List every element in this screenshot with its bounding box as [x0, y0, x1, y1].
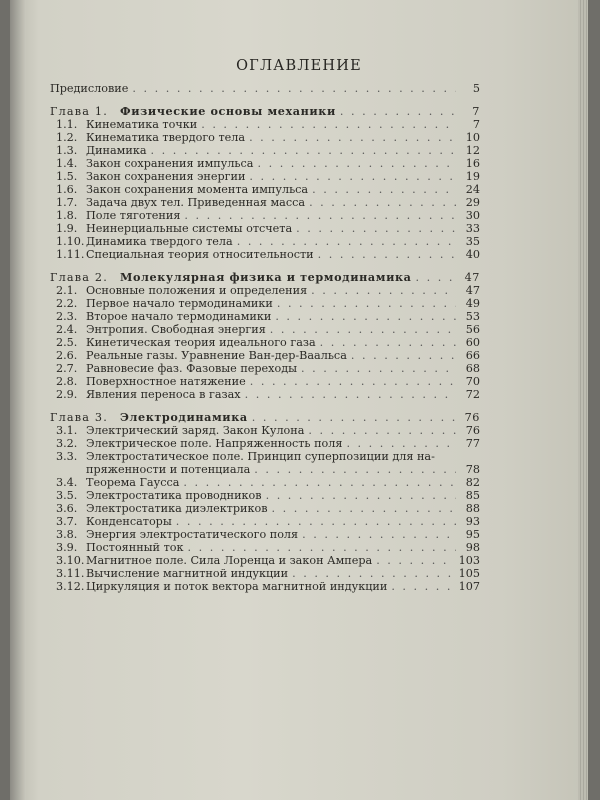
section-number: 1.8.: [56, 209, 78, 222]
toc-page-number: 98: [465, 541, 480, 554]
toc-chapter: [50, 104, 480, 118]
toc-section: [50, 450, 480, 463]
section-title: Задача двух тел. Приведенная масса: [86, 196, 306, 209]
toc-page-number: 76: [464, 411, 480, 424]
toc-page-number: 7: [472, 105, 480, 118]
section-title: Основные положения и определения: [86, 284, 308, 297]
leader-dots: [257, 157, 456, 170]
section-title: Постоянный ток: [86, 541, 184, 554]
toc-page-number: 33: [465, 222, 480, 235]
section-title: Энтропия. Свободная энергия: [86, 323, 266, 336]
toc-section: [50, 336, 480, 349]
toc-section: [50, 349, 480, 362]
section-number: 3.7.: [56, 515, 78, 528]
toc-section: [50, 541, 480, 554]
leader-dots: [277, 297, 456, 310]
toc-section: [50, 528, 480, 541]
toc-page-number: 70: [465, 375, 480, 388]
section-number: 3.3.: [56, 450, 78, 463]
toc-page-number: 19: [465, 170, 480, 183]
toc-chapter: [50, 270, 480, 284]
section-number: 1.5.: [56, 170, 78, 183]
section-number: 2.3.: [56, 310, 78, 323]
toc-section: [50, 196, 480, 209]
leader-dots: [351, 349, 456, 362]
toc-section: [50, 502, 480, 515]
section-number: 1.7.: [56, 196, 78, 209]
toc-page-number: 93: [465, 515, 480, 528]
leader-dots: [201, 118, 456, 131]
leader-dots: [309, 196, 456, 209]
section-number: 1.10.: [56, 235, 85, 248]
leader-dots: [270, 323, 456, 336]
leader-dots: [302, 528, 456, 541]
toc-section: [50, 297, 480, 310]
toc-page-number: 49: [465, 297, 480, 310]
section-title: Поверхностное натяжение: [86, 375, 246, 388]
section-number: 2.5.: [56, 336, 78, 349]
section-number: 2.7.: [56, 362, 78, 375]
section-title: Циркуляция и поток вектора магнитной индукции: [86, 580, 388, 593]
book-page: [10, 0, 588, 800]
toc-section: [50, 362, 480, 375]
leader-dots: [188, 541, 457, 554]
toc-page-number: 77: [465, 437, 480, 450]
leader-dots: [249, 170, 456, 183]
table-of-contents: [50, 82, 480, 593]
leader-dots: [296, 222, 456, 235]
toc-section: [50, 131, 480, 144]
section-title: Вычисление магнитной индукции: [86, 567, 289, 580]
section-title-continuation: пряженности и потенциала: [86, 463, 251, 476]
section-title: Электростатика диэлектриков: [86, 502, 268, 515]
chapter-label: Глава 2.: [50, 271, 108, 284]
leader-dots: [272, 502, 456, 515]
leader-dots: [292, 567, 455, 580]
section-title: Энергия электростатического поля: [86, 528, 299, 541]
leader-dots: [132, 82, 456, 95]
toc-page-number: 107: [458, 580, 480, 593]
leader-dots: [376, 554, 454, 567]
leader-dots: [308, 424, 456, 437]
leader-dots: [237, 235, 456, 248]
leader-dots: [183, 476, 456, 489]
toc-preface: [50, 82, 480, 95]
leader-dots: [311, 284, 456, 297]
toc-page-number: 105: [458, 567, 480, 580]
leader-dots: [340, 105, 456, 118]
chapter-label: Глава 3.: [50, 411, 108, 424]
section-title: Кинематика точки: [86, 118, 198, 131]
toc-page-number: 88: [465, 502, 480, 515]
section-number: 2.8.: [56, 375, 78, 388]
section-number: 2.6.: [56, 349, 78, 362]
section-number: 3.5.: [56, 489, 78, 502]
section-number: 1.6.: [56, 183, 78, 196]
toc-section: [50, 209, 480, 222]
section-title: Закон сохранения момента импульса: [86, 183, 309, 196]
toc-page-number: 16: [465, 157, 480, 170]
chapter-title: Молекулярная физика и термодинамика: [120, 270, 412, 284]
toc-page-number: 47: [465, 284, 480, 297]
section-title: Электростатическое поле. Принцип суперпозиции для на-: [86, 450, 435, 463]
book-spine: [10, 0, 26, 800]
toc-page-number: 103: [458, 554, 480, 567]
toc-page-number: 95: [465, 528, 480, 541]
section-title: Второе начало термодинамики: [86, 310, 272, 323]
section-title: Кинематика твердого тела: [86, 131, 246, 144]
toc-page-number: 82: [465, 476, 480, 489]
leader-dots: [301, 362, 456, 375]
leader-dots: [245, 388, 456, 401]
section-number: 1.2.: [56, 131, 78, 144]
section-title: Первое начало термодинамики: [86, 297, 273, 310]
chapter-label: Глава 1.: [50, 105, 108, 118]
toc-section: [50, 476, 480, 489]
toc-section: [50, 388, 480, 401]
section-number: 1.11.: [56, 248, 85, 261]
toc-page-number: 7: [472, 118, 480, 131]
toc-page-number: 10: [465, 131, 480, 144]
toc-page-number: 24: [465, 183, 480, 196]
section-number: 1.1.: [56, 118, 78, 131]
toc-page-number: 66: [465, 349, 480, 362]
toc-page-number: 68: [465, 362, 480, 375]
section-title: Закон сохранения импульса: [86, 157, 254, 170]
toc-section: [50, 144, 480, 157]
section-title: Явления переноса в газах: [86, 388, 241, 401]
toc-section: [50, 284, 480, 297]
section-title: Электрическое поле. Напряженность поля: [86, 437, 343, 450]
toc-page-number: 47: [464, 271, 480, 284]
toc-page-number: 29: [465, 196, 480, 209]
leader-dots: [151, 144, 457, 157]
section-number: 3.2.: [56, 437, 78, 450]
section-number: 2.1.: [56, 284, 78, 297]
section-number: 3.4.: [56, 476, 78, 489]
toc-section: [50, 424, 480, 437]
leader-dots: [254, 463, 456, 476]
section-number: 1.4.: [56, 157, 78, 170]
toc-section: [50, 323, 480, 336]
toc-page-number: 30: [465, 209, 480, 222]
leader-dots: [275, 310, 456, 323]
section-title: Специальная теория относительности: [86, 248, 314, 261]
leader-dots: [184, 209, 456, 222]
toc-section: [50, 567, 480, 580]
section-title: Неинерциальные системы отсчета: [86, 222, 293, 235]
toc-page-number: 72: [465, 388, 480, 401]
section-number: 3.9.: [56, 541, 78, 554]
toc-section: [50, 170, 480, 183]
leader-dots: [266, 489, 456, 502]
toc-section: [50, 515, 480, 528]
leader-dots: [416, 271, 457, 284]
toc-section: [50, 183, 480, 196]
toc-page-number: 12: [465, 144, 480, 157]
section-number: 3.12.: [56, 580, 85, 593]
leader-dots: [391, 580, 454, 593]
page-title: ОГЛАВЛЕНИЕ: [236, 58, 362, 74]
section-number: 1.9.: [56, 222, 78, 235]
toc-page-number: 53: [465, 310, 480, 323]
toc-section: [50, 437, 480, 450]
section-title: Конденсаторы: [86, 515, 172, 528]
section-number: 3.10.: [56, 554, 85, 567]
toc-chapter: [50, 410, 480, 424]
section-title: Теорема Гаусса: [86, 476, 180, 489]
leader-dots: [346, 437, 456, 450]
section-number: 2.2.: [56, 297, 78, 310]
toc-page-number: 60: [465, 336, 480, 349]
leader-dots: [312, 183, 456, 196]
toc-section: [50, 157, 480, 170]
leader-dots: [252, 411, 456, 424]
toc-section-continuation: [50, 463, 480, 476]
leader-dots: [250, 375, 456, 388]
toc-page-number: 56: [465, 323, 480, 336]
leader-dots: [176, 515, 456, 528]
chapter-title: Физические основы механики: [120, 104, 336, 118]
page-edges: [578, 0, 588, 800]
section-number: 3.11.: [56, 567, 85, 580]
toc-page-number: 76: [465, 424, 480, 437]
leader-dots: [320, 336, 456, 349]
section-title: Закон сохранения энергии: [86, 170, 246, 183]
toc-section: [50, 248, 480, 261]
toc-section: [50, 489, 480, 502]
toc-section: [50, 375, 480, 388]
section-title: Магнитное поле. Сила Лоренца и закон Ампера: [86, 554, 373, 567]
section-title: Динамика твердого тела: [86, 235, 233, 248]
leader-dots: [249, 131, 456, 144]
toc-section: [50, 554, 480, 567]
toc-page-number: 78: [465, 463, 480, 476]
section-title: Электростатика проводников: [86, 489, 262, 502]
section-title: Поле тяготения: [86, 209, 181, 222]
toc-page-number: 40: [465, 248, 480, 261]
toc-entry-title: Предисловие: [50, 82, 129, 95]
toc-page-number: 35: [465, 235, 480, 248]
leader-dots: [318, 248, 456, 261]
section-number: 3.8.: [56, 528, 78, 541]
toc-section: [50, 222, 480, 235]
section-number: 2.9.: [56, 388, 78, 401]
toc-section: [50, 118, 480, 131]
section-number: 1.3.: [56, 144, 78, 157]
section-title: Равновесие фаз. Фазовые переходы: [86, 362, 298, 375]
toc-section: [50, 235, 480, 248]
section-title: Электрический заряд. Закон Кулона: [86, 424, 305, 437]
toc-page-number: 85: [465, 489, 480, 502]
section-title: Динамика: [86, 144, 147, 157]
toc-page-number: 5: [472, 82, 480, 95]
section-title: Реальные газы. Уравнение Ван-дер-Ваальса: [86, 349, 347, 362]
section-number: 3.6.: [56, 502, 78, 515]
section-title: Кинетическая теория идеального газа: [86, 336, 316, 349]
section-number: 3.1.: [56, 424, 78, 437]
chapter-title: Электродинамика: [120, 410, 248, 424]
toc-section: [50, 580, 480, 593]
toc-section: [50, 310, 480, 323]
section-number: 2.4.: [56, 323, 78, 336]
